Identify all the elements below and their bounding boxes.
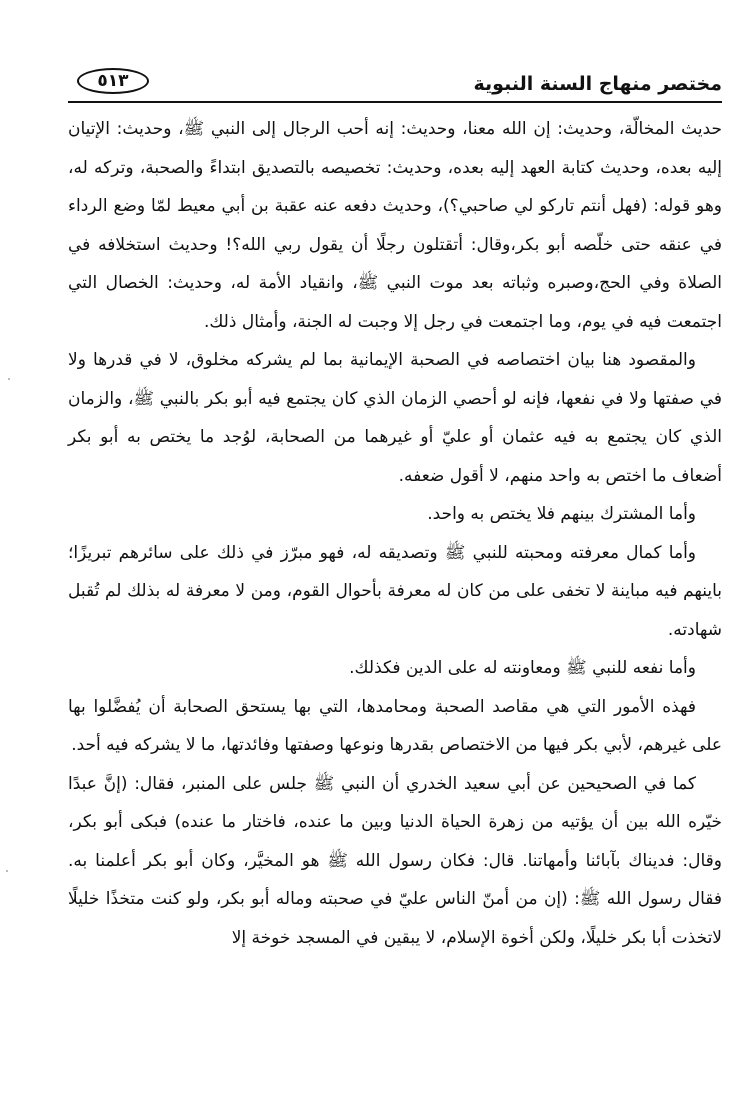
paragraph-7: كما في الصحيحين عن أبي سعيد الخدري أن النبي ﷺ جلس على المنبر، فقال: (إنَّ عبدًا خيّره الله بين أن يؤتيه من زهرة الحياة الدنيا وبين ما عنده، فاختار ما عنده) فبكى أبو بكر، وقال: فديناك بآبائنا وأمهاتنا. قال: فكان رسول الله ﷺ هو المخيَّر، وكان أبو بكر أعلمنا به. فقال رسول الله ﷺ: (إن من أمنّ الناس عليّ في صحبته وماله أبو بكر، ولو كنت متخذًا خليلًا لاتخذت أبا بكر خليلًا، ولكن أخوة الإسلام، لا يبقين في المسجد خوخة إلا [68, 773, 722, 948]
paragraph-6: فهذه الأمور التي هي مقاصد الصحبة ومحامدها، التي بها يستحق الصحابة أن يُفضَّلوا بها على غيرهم، لأبي بكر فيها من الاختصاص بقدرها ونوعها وصفتها وفائدتها، ما لا يشركه فيه أحد. [68, 696, 722, 755]
running-title: مختصر منهاج السنة النبوية [473, 73, 722, 95]
paragraph-1: حديث المخالّة، وحديث: إن الله معنا، وحديث: إنه أحب الرجال إلى النبي ﷺ، وحديث: الإتيان إليه بعده، وحديث كتابة العهد إليه بعده، وحديث: تخصيصه بالتصديق ابتداءً والصحبة، وتركه له، وهو قوله: (فهل أنتم تاركو لي صاحبي؟)، وحديث دفعه عنه عقبة بن أبي معيط لمّا وضع الرداء في عنقه حتى خلّصه أبو بكر،وقال: أتقتلون رجلًا أن يقول ربي الله؟! وحديث استخلافه في الصلاة وفي الحج،وصبره وثباته بعد موت النبي ﷺ، وانقياد الأمة له، وحديث: الخصال التي اجتمعت فيه في يوم، وما اجتمعت في رجل إلا وجبت له الجنة، وأمثال ذلك. [68, 119, 722, 332]
body-text [68, 110, 722, 957]
paragraph-3: وأما المشترك بينهم فلا يختص به واحد. [427, 504, 696, 524]
paragraph-5: وأما نفعه للنبي ﷺ ومعاونته له على الدين فكذلك. [349, 658, 696, 678]
header-rule [68, 101, 722, 103]
scan-speck [8, 378, 10, 380]
paragraph-4: وأما كمال معرفته ومحبته للنبي ﷺ وتصديقه له، فهو مبرّز في ذلك على سائرهم تبريزًا؛ باينهم فيه مباينة لا تخفى على من كان له معرفة بأحوال القوم، ومن لا معرفة له بذلك لم تُقبل شهادته. [68, 542, 722, 640]
paragraph-2: والمقصود هنا بيان اختصاصه في الصحبة الإيمانية بما لم يشركه مخلوق، لا في قدرها ولا في صفتها ولا في نفعها، فإنه لو أحصي الزمان الذي كان يجتمع فيه أبو بكر بالنبي ﷺ، والزمان الذي كان يجتمع به فيه عثمان أو عليّ أو غيرهما من الصحابة، لوُجد ما يختص به أبو بكر أضعاف ما اختص به واحد منهم، لا أقول ضعفه. [68, 350, 722, 486]
scan-speck [6, 870, 8, 872]
page-number: ٥١٣ [77, 68, 149, 94]
